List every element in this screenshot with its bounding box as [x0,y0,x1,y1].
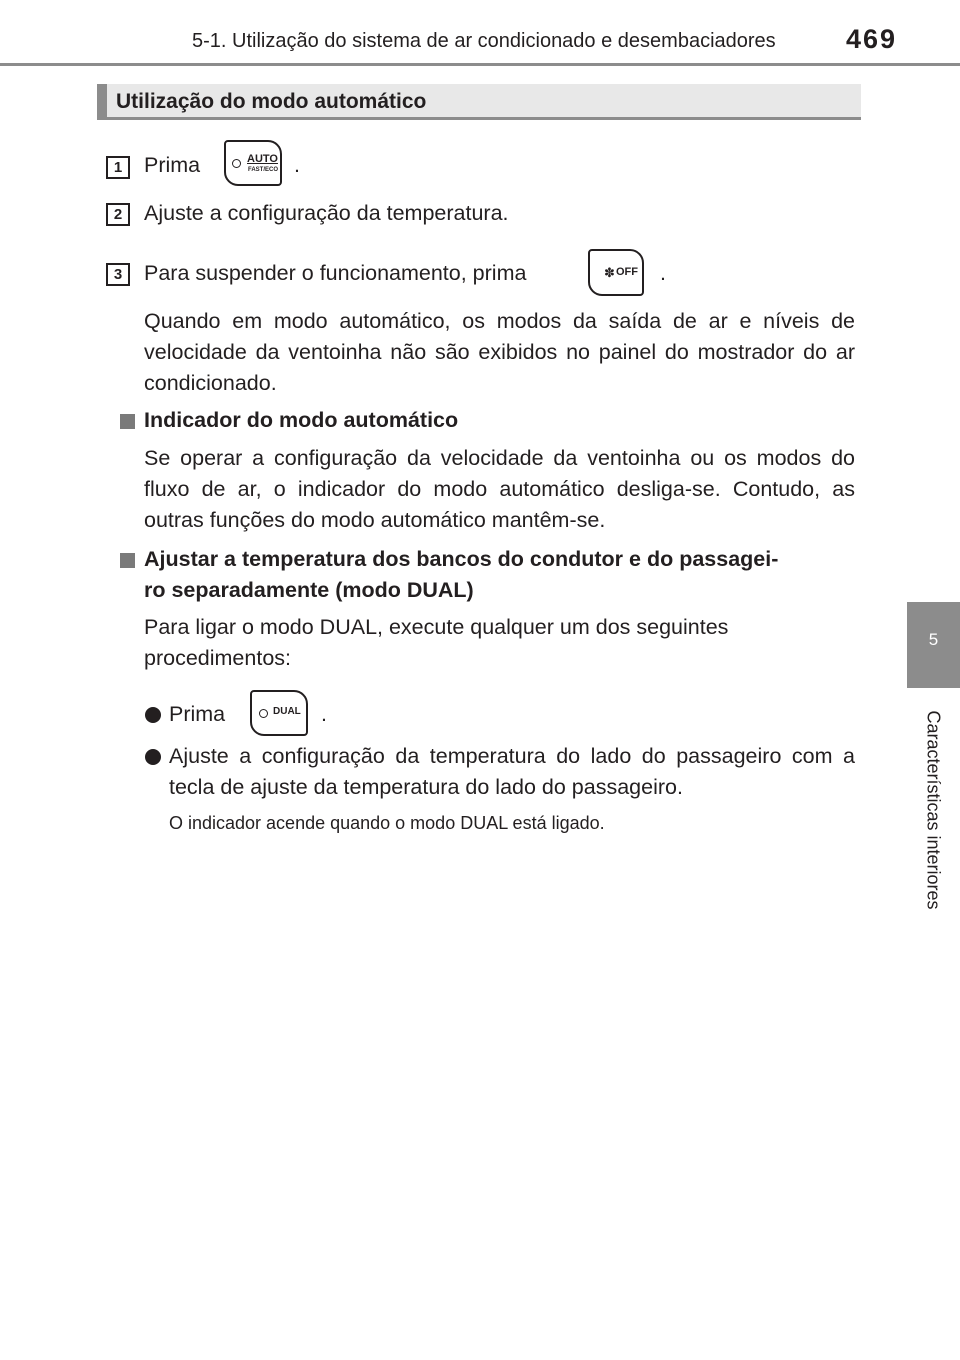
dual-heading-line-2: ro separadamente (modo DUAL) [144,578,474,602]
dual-bullet-1-text: Prima [169,702,226,726]
indicator-heading: Indicador do modo automático [144,408,459,432]
indicator-led-icon [232,159,241,168]
dual-button-label: DUAL [273,706,301,717]
dual-heading-line-1: Ajustar a temperatura dos bancos do condutor e do passagei- [144,547,779,571]
dual-bullet-1-period: . [321,702,327,726]
fan-off-label: OFF [616,266,638,278]
round-bullet-icon [145,707,161,723]
step-1-period: . [294,153,300,177]
dual-button-icon [250,690,308,736]
auto-button-sublabel: FAST/ECO [248,167,279,173]
header-rule [0,63,960,66]
step-number-2: 2 [106,203,130,226]
section-heading-bar [97,84,861,120]
square-bullet-icon [120,414,135,429]
step-3-period: . [660,261,666,285]
dual-bullet-2-text: Ajuste a configuração da temperatura do lado do passageiro com a tecla de ajuste da temperatura do lado do passageiro. [169,744,855,799]
fan-off-button-icon [588,249,644,296]
indicator-led-icon [259,709,268,718]
fan-glyph-icon: ✽ [604,265,615,280]
auto-button-label: AUTO [247,153,278,165]
chapter-tab-number: 5 [928,630,939,649]
chapter-side-label: Características interiores [923,710,944,910]
chapter-side-tab [907,602,960,688]
page-number: 469 [846,24,898,54]
dual-intro-line-1: Para ligar o modo DUAL, execute qualquer um dos seguintes [144,615,729,639]
auto-mode-note: Quando em modo automático, os modos da saída de ar e níveis de velocidade da ventoinha não são exibidos no painel do mostrador do ar condicionado. [144,309,855,395]
square-bullet-icon [120,553,135,568]
indicator-text: Se operar a configuração da velocidade da ventoinha ou os modos do fluxo de ar, o indicador do modo automático desliga-se. Contudo, as outras funções do modo automático mantêm-se. [144,446,855,532]
step-1-text: Prima [144,153,201,177]
dual-intro-line-2: procedimentos: [144,646,291,670]
section-bar-accent [97,84,107,117]
section-title: Utilização do modo automático [116,90,427,113]
auto-button-icon [224,140,282,186]
chapter-header: 5-1. Utilização do sistema de ar condicionado e desembaciadores [192,30,776,52]
step-number-3: 3 [106,263,130,286]
step-2-text: Ajuste a configuração da temperatura. [144,201,509,225]
round-bullet-icon [145,749,161,765]
step-3-text: Para suspender o funcionamento, prima [144,261,527,285]
dual-note: O indicador acende quando o modo DUAL está ligado. [169,813,605,833]
step-number-1: 1 [106,156,130,179]
